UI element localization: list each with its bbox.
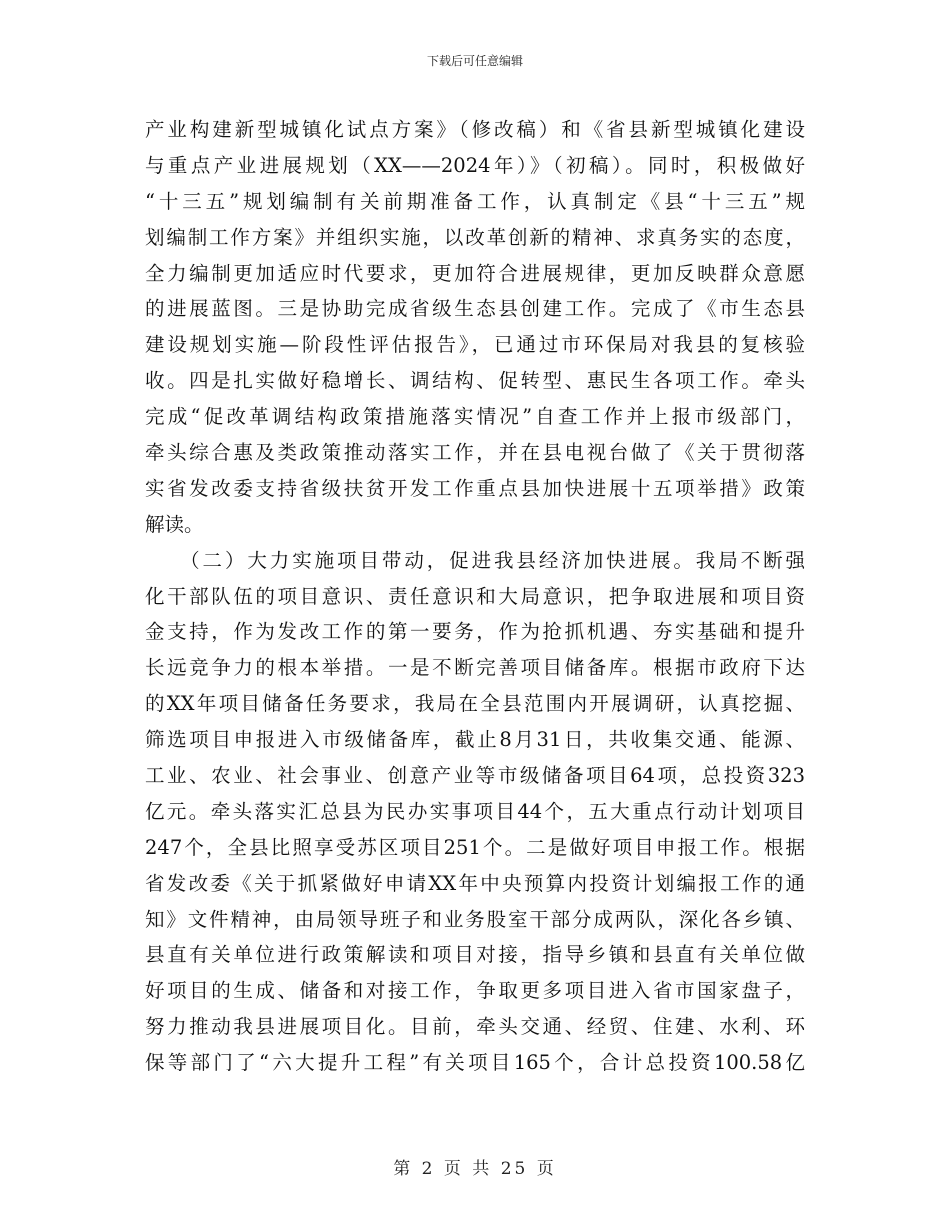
- text-line: 解读。: [145, 512, 204, 536]
- text-line: 完成“促改革调结构政策措施落实情况”自查工作并上报市级部门，: [145, 405, 805, 429]
- text-line: 划编制工作方案》并组织实施，以改革创新的精神、求真务实的态度，: [145, 225, 805, 249]
- text-line: “十三五”规划编制有关前期准备工作，认真制定《县“十三五”规: [145, 189, 805, 213]
- text-line: 的XX年项目储备任务要求，我局在全县范围内开展调研，认真挖掘、: [145, 692, 805, 716]
- document-body: [145, 112, 805, 1081]
- text-line: 牵头综合惠及类政策推动落实工作，并在县电视台做了《关于贯彻落: [145, 441, 805, 465]
- text-line: 知》文件精神，由局领导班子和业务股室干部分成两队，深化各乡镇、: [145, 907, 805, 931]
- text-line: 化干部队伍的项目意识、责任意识和大局意识，把争取进展和项目资: [145, 584, 805, 608]
- text-line: 金支持，作为发改工作的第一要务，作为抢抓机遇、夯实基础和提升: [145, 620, 805, 644]
- text-line: 产业构建新型城镇化试点方案》（修改稿）和《省县新型城镇化建设: [145, 118, 805, 141]
- text-line: 247个，全县比照享受苏区项目251个。二是做好项目申报工作。根据: [145, 835, 805, 859]
- text-line: 收。四是扎实做好稳增长、调结构、促转型、惠民生各项工作。牵头: [145, 369, 805, 393]
- text-line: 与重点产业进展规划（XX——2024年）》（初稿）。同时，积极做好: [145, 153, 805, 177]
- text-line: 全力编制更加适应时代要求，更加符合进展规律，更加反映群众意愿: [145, 261, 805, 285]
- text-line: （二）大力实施项目带动，促进我县经济加快进展。我局不断强: [145, 548, 805, 572]
- text-line: 的进展蓝图。三是协助完成省级生态县创建工作。完成了《市生态县: [145, 297, 805, 321]
- text-line: 长远竞争力的根本举措。一是不断完善项目储备库。根据市政府下达: [145, 656, 805, 680]
- text-line: 努力推动我县进展项目化。目前，牵头交通、经贸、住建、水利、环: [145, 1015, 805, 1039]
- text-line: 亿元。牵头落实汇总县为民办实事项目44个，五大重点行动计划项目: [145, 799, 805, 823]
- text-line: 省发改委《关于抓紧做好申请XX年中央预算内投资计划编报工作的通: [145, 871, 805, 895]
- text-line: 建设规划实施—阶段性评估报告》，已通过市环保局对我县的复核验: [145, 333, 805, 357]
- text-line: 保等部门了“六大提升工程”有关项目165个，合计总投资100.58亿: [145, 1051, 805, 1075]
- text-line: 筛选项目申报进入市级储备库，截止8月31日，共收集交通、能源、: [145, 728, 805, 752]
- text-line: 县直有关单位进行政策解读和项目对接，指导乡镇和县直有关单位做: [145, 943, 805, 967]
- text-line: 工业、农业、社会事业、创意产业等市级储备项目64项，总投资323: [145, 764, 805, 788]
- page-number-footer: 第 2 页 共 25 页: [393, 1159, 557, 1179]
- page-header-note: 下载后可任意编辑: [426, 54, 523, 68]
- text-line: 实省发改委支持省级扶贫开发工作重点县加快进展十五项举措》政策: [145, 476, 805, 500]
- text-line: 好项目的生成、储备和对接工作，争取更多项目进入省市国家盘子，: [145, 979, 805, 1003]
